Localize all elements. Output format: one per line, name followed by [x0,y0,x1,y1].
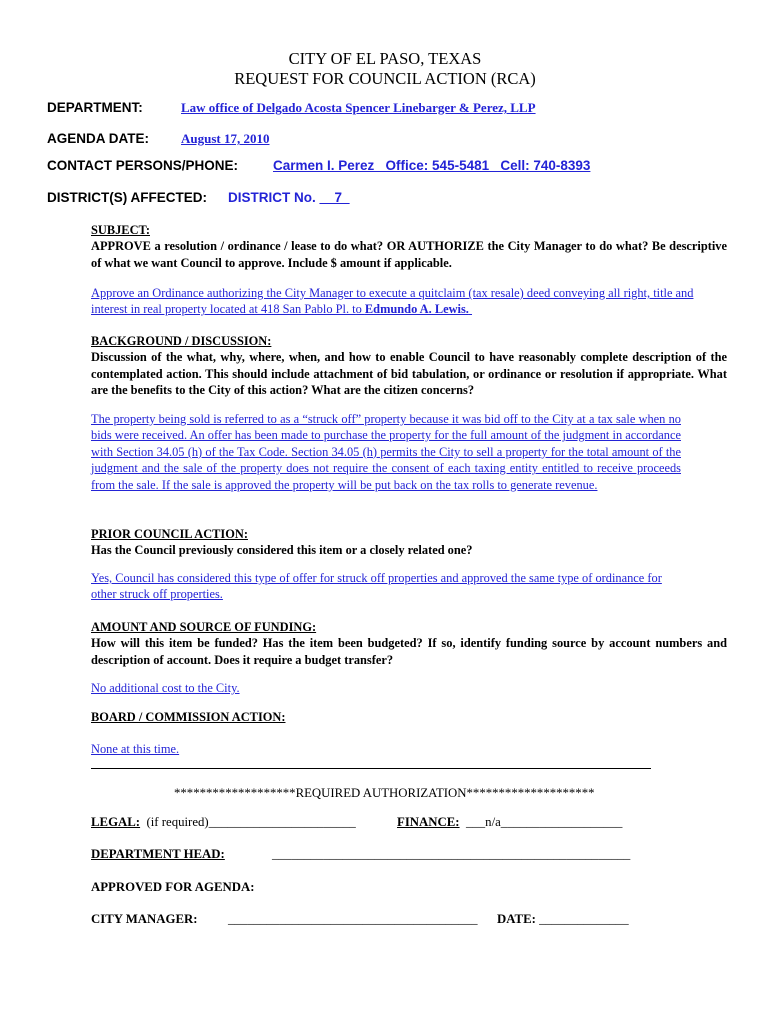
board-answer: None at this time. [91,742,180,756]
department-head-label: DEPARTMENT HEAD: [91,847,225,861]
date-label: DATE: [497,912,536,926]
section-divider [91,768,651,769]
board-section [91,709,727,725]
funding-section [91,619,727,668]
district-number: __7_ [319,190,350,205]
contact-value: Carmen I. Perez Office: 545-5481 Cell: 740-8393 [273,158,591,173]
legal-signature-line[interactable]: (if required)_______________________ [146,815,356,829]
city-manager-label: CITY MANAGER: [91,912,198,926]
background-prompt: Discussion of the what, why, where, when, and how to enable Council to have reasonably complete description of the contemplated action. This should include attachment of bid tabulation, or ordinance or resolution if appropriate. What are the benefits to the City of this action? What are the citizen concerns? [91,350,727,398]
prior-prompt: Has the Council previously considered this item or a closely related one? [91,543,473,558]
district-value [228,190,350,205]
approved-for-agenda-label: APPROVED FOR AGENDA: [91,880,255,894]
board-heading: BOARD / COMMISSION ACTION: [91,710,286,724]
finance-signature-line[interactable]: ___n/a___________________ [465,815,623,829]
finance-label: FINANCE: [397,815,460,829]
subject-answer [91,285,727,318]
department-head-signature-line[interactable]: ________________________________________________________ [272,847,631,861]
agenda-date-value: August 17, 2010 [181,131,270,146]
prior-section [91,526,727,559]
funding-answer: No additional cost to the City. [91,681,240,695]
legal-row [91,815,356,830]
city-manager-signature-line[interactable]: _______________________________________ [228,912,478,926]
subject-answer-text: Approve an Ordinance authorizing the City Manager to execute a quitclaim (tax resale) deed conveying all right, title and interest in real property located at 418 San Pablo Pl. to [91,286,694,317]
department-value: Law office of Delgado Acosta Spencer Linebarger & Perez, LLP [181,100,536,115]
contact-label: CONTACT PERSONS/PHONE: [47,158,239,173]
date-row [497,912,629,927]
agenda-date-label: AGENDA DATE: [47,131,149,146]
date-signature-line[interactable]: ______________ [539,912,629,926]
finance-row [397,815,622,830]
background-heading: BACKGROUND / DISCUSSION: [91,334,272,348]
department-label: DEPARTMENT: [47,100,143,115]
subject-heading: SUBJECT: [91,223,150,237]
district-prefix: DISTRICT No. [228,190,316,205]
background-section [91,333,727,399]
funding-prompt: How will this item be funded? Has the item been budgeted? If so, identify funding source by account numbers and description of account. Does it require a budget transfer? [91,636,727,667]
legal-label: LEGAL: [91,815,141,829]
district-label: DISTRICT(S) AFFECTED: [47,190,207,205]
background-answer: The property being sold is referred to as a “struck off” property because it was bid off to the City at a tax sale when no bids were received. An offer has been made to purchase the property for the full amount of the judgment in accordance with Section 34.05 (h) of the Tax Code. Section 34.05 (h) permits the City to sell a property for the total amount of the judgment and the sale of the property does not require the consent of each taxing entity entitled to receive proceeds from the sale. If the sale is approved the property will be put back on the tax rolls to generate revenue. [91,412,681,492]
form-title: CITY OF EL PASO, TEXAS [288,49,482,68]
form-subtitle: REQUEST FOR COUNCIL ACTION (RCA) [234,69,536,88]
funding-heading: AMOUNT AND SOURCE OF FUNDING: [91,620,317,634]
authorization-banner: *******************REQUIRED AUTHORIZATION******************** [174,786,595,800]
prior-heading: PRIOR COUNCIL ACTION: [91,527,248,541]
prior-answer: Yes, Council has considered this type of offer for struck off properties and approved the same type of ordinance for other struck off properties. [91,571,662,602]
subject-answer-name: Edmundo A. Lewis. [364,302,469,317]
subject-prompt: APPROVE a resolution / ordinance / lease to do what? OR AUTHORIZE the City Manager to do what? Be descriptive of what we want Council to approve. Include $ amount if applicable. [91,239,727,270]
subject-section [91,222,727,271]
